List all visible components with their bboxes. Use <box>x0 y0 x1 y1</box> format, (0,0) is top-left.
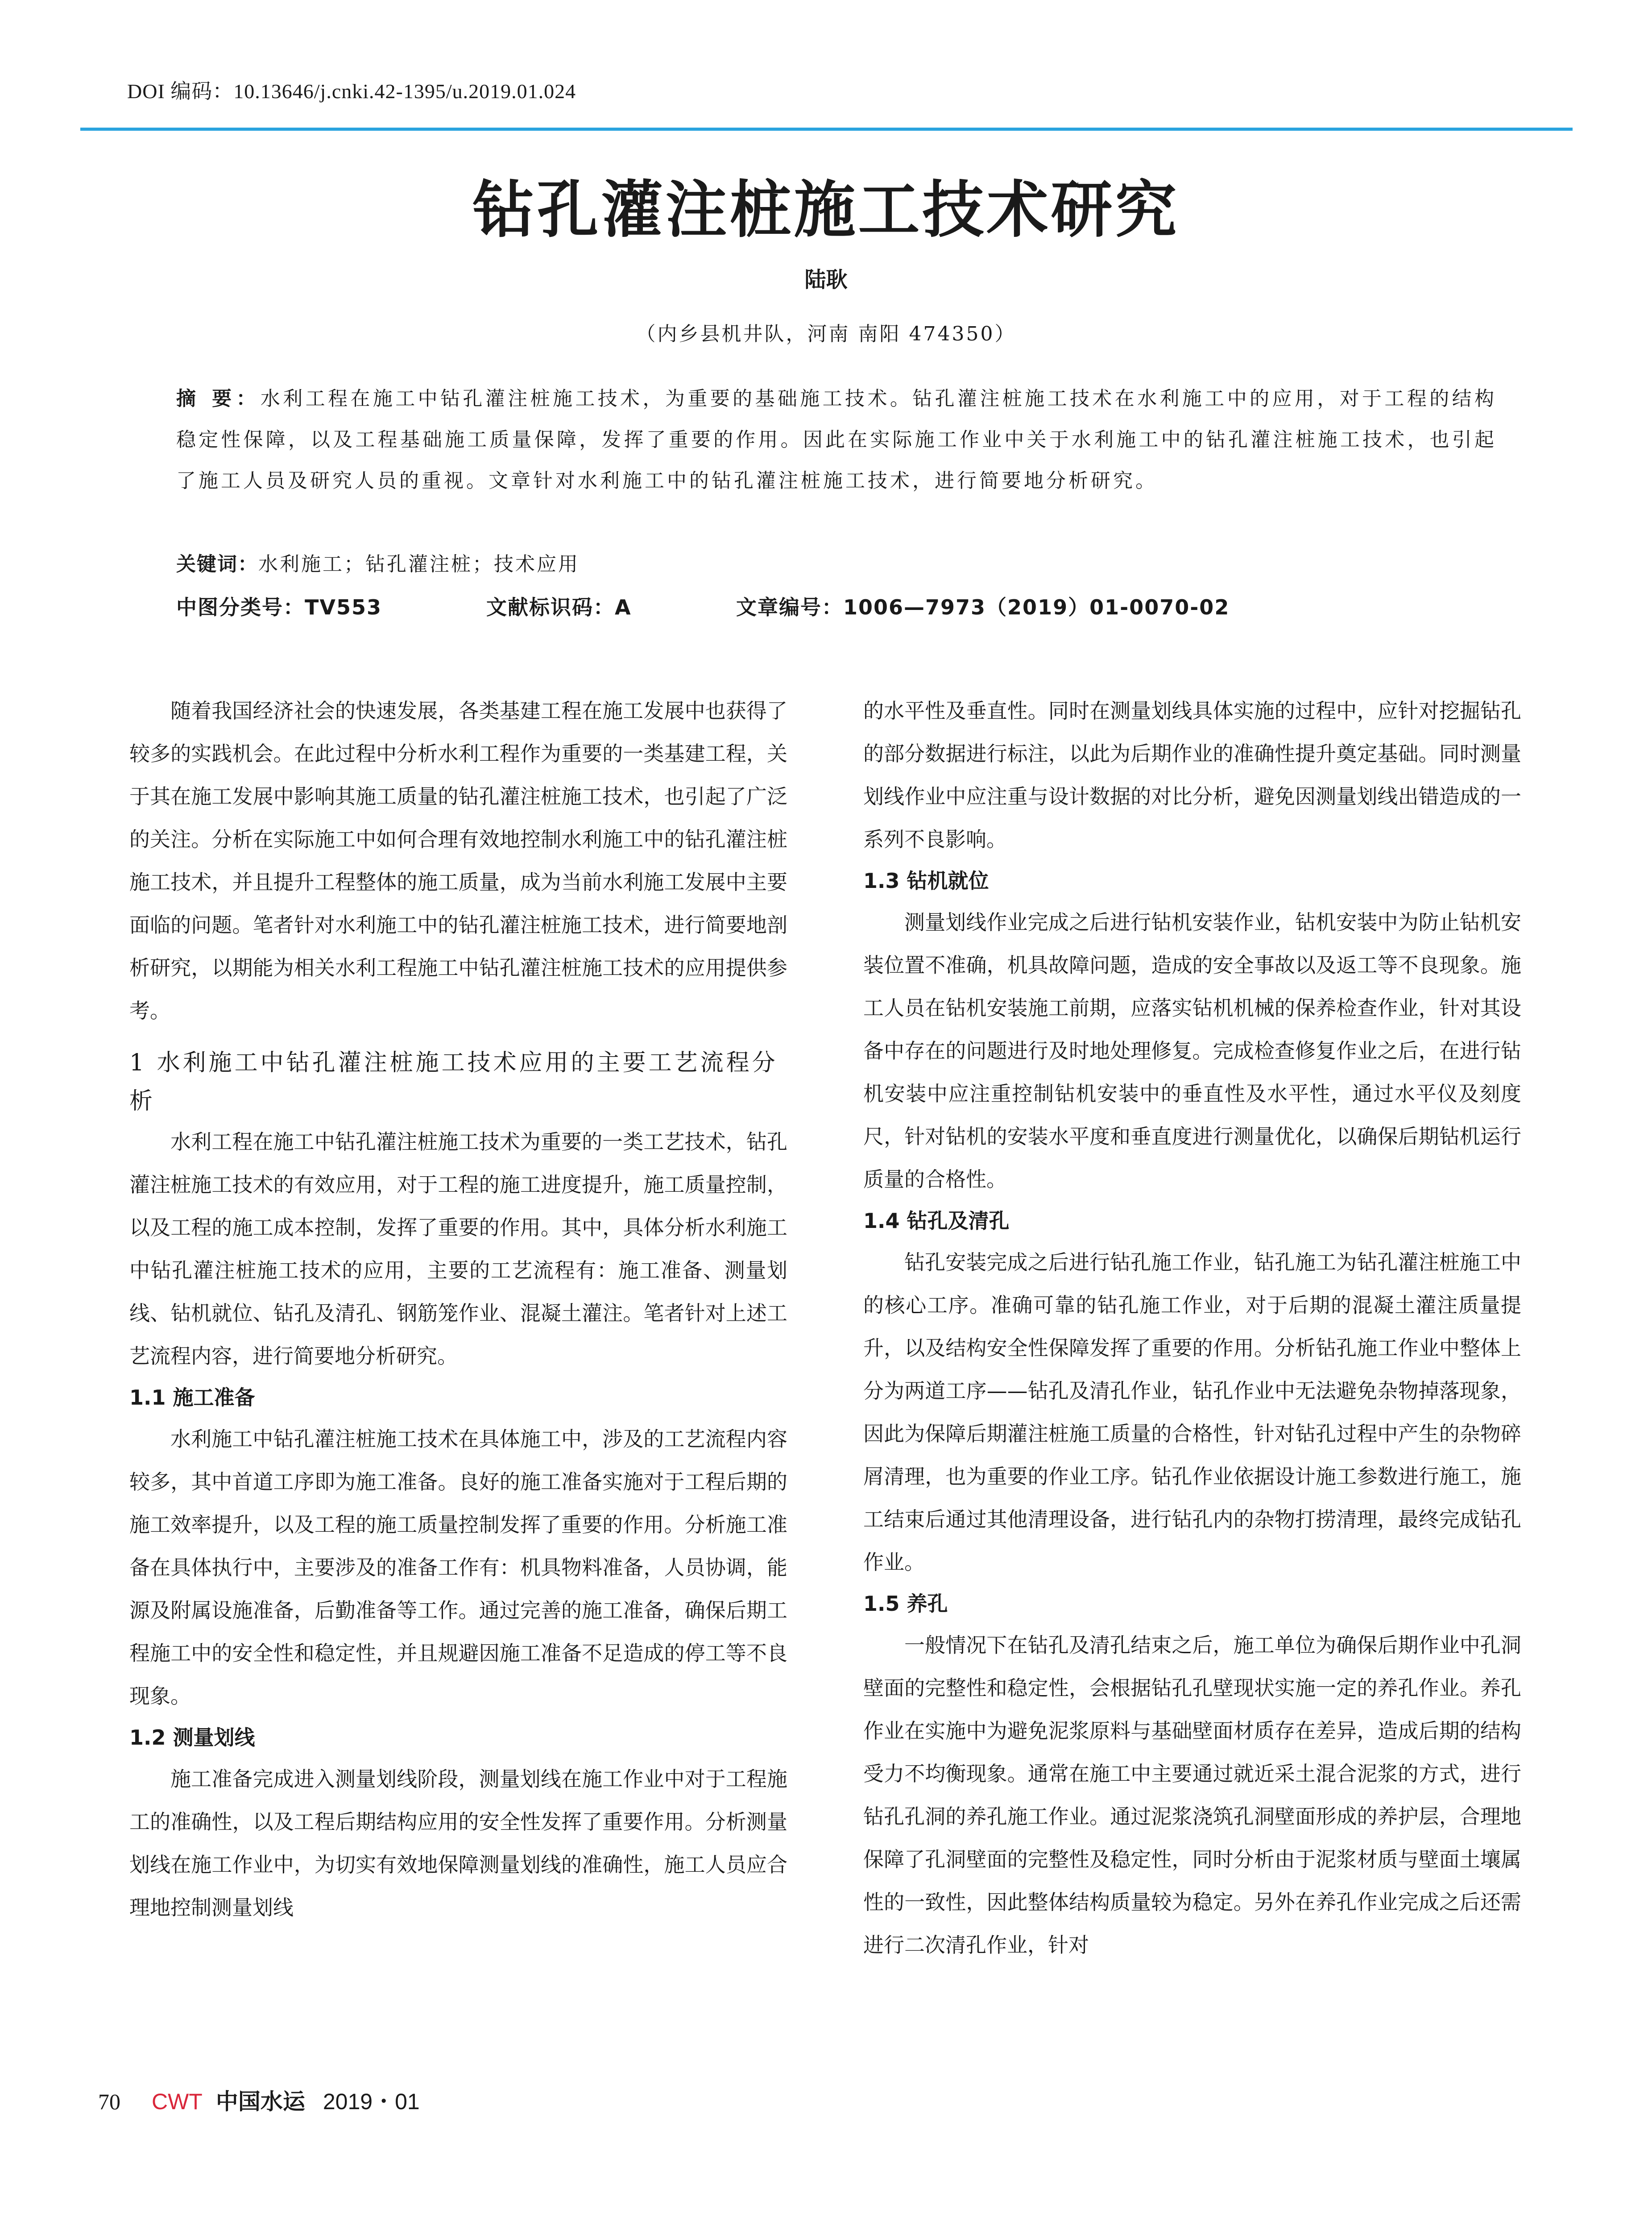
section-1-5-paragraph: 一般情况下在钻孔及清孔结束之后，施工单位为确保后期作业中孔洞壁面的完整性和稳定性，会根据钻孔孔壁现状实施一定的养孔作业。养孔作业在实施中为避免泥浆原料与基础壁面材质存在差异，造成后期的结构受力不均衡现象。通常在施工中主要通过就近采土混合泥浆的方式，进行钻孔孔洞的养孔施工作业。通过泥浆浇筑孔洞壁面形成的养护层，合理地保障了孔洞壁面的完整性及稳定性，同时分析由于泥浆材质与壁面土壤属性的一致性，因此整体结构质量较为稳定。另外在养孔作业完成之后还需进行二次清孔作业，针对 <box>863 1633 1521 1957</box>
section-1-3-paragraph: 测量划线作业完成之后进行钻机安装作业，钻机安装中为防止钻机安装位置不准确，机具故障问题，造成的安全事故以及返工等不良现象。施工人员在钻机安装施工前期，应落实钻机机械的保养检查作业，针对其设备中存在的问题进行及时地处理修复。完成检查修复作业之后，在进行钻机安装中应注重控制钻机安装中的垂直性及水平性，通过水平仪及刻度尺，针对钻机的安装水平度和垂直度进行测量优化，以确保后期钻机运行质量的合格性。 <box>863 910 1521 1191</box>
header-rule <box>80 128 1573 131</box>
keywords-label: 关键词： <box>176 553 258 576</box>
left-column <box>129 689 787 1929</box>
abstract-label: 摘 要： <box>176 387 261 410</box>
section-1-4-heading: 1.4 钻孔及清孔 <box>863 1209 1010 1233</box>
keywords <box>176 548 580 576</box>
section-1-2-continued: 的水平性及垂直性。同时在测量划线具体实施的过程中，应针对挖掘钻孔的部分数据进行标注，以此为后期作业的准确性提升奠定基础。同时测量划线作业中应注重与设计数据的对比分析，避免因测量划线出错造成的一系列不良影响。 <box>863 699 1521 851</box>
journal-issue: 2019・01 <box>323 2089 420 2114</box>
section-1-4-paragraph: 钻孔安装完成之后进行钻孔施工作业，钻孔施工为钻孔灌注桩施工中的核心工序。准确可靠的钻孔施工作业，对于后期的混凝土灌注质量提升，以及结构安全性保障发挥了重要的作用。分析钻孔施工作业中整体上分为两道工序——钻孔及清孔作业，钻孔作业中无法避免杂物掉落现象，因此为保障后期灌注桩施工质量的合格性，针对钻孔过程中产生的杂物碎屑清理，也为重要的作业工序。钻孔作业依据设计施工参数进行施工，施工结束后通过其他清理设备，进行钻孔内的杂物打捞清理，最终完成钻孔作业。 <box>863 1250 1521 1574</box>
abstract <box>176 378 1497 502</box>
intro-paragraph: 随着我国经济社会的快速发展，各类基建工程在施工发展中也获得了较多的实践机会。在此过程中分析水利工程作为重要的一类基建工程，关于其在施工发展中影响其施工质量的钻孔灌注桩施工技术，也引起了广泛的关注。分析在实际施工中如何合理有效地控制水利施工中的钻孔灌注桩施工技术，并且提升工程整体的施工质量，成为当前水利施工发展中主要面临的问题。笔者针对水利施工中的钻孔灌注桩施工技术，进行简要地剖析研究，以期能为相关水利工程施工中钻孔灌注桩施工技术的应用提供参考。 <box>129 699 787 1023</box>
section-1-3-heading: 1.3 钻机就位 <box>863 869 989 893</box>
abstract-text: 水利工程在施工中钻孔灌注桩施工技术，为重要的基础施工技术。钻孔灌注桩施工技术在水利施工中的应用，对于工程的结构稳定性保障，以及工程基础施工质量保障，发挥了重要的作用。因此在实际施工作业中关于水利施工中的钻孔灌注桩施工技术，也引起了施工人员及研究人员的重视。文章针对水利施工中的钻孔灌注桩施工技术，进行简要地分析研究。 <box>176 387 1497 492</box>
author-name: 陆耿 <box>804 267 848 292</box>
section-1-5-heading: 1.5 养孔 <box>863 1592 948 1616</box>
section-1-2-paragraph: 施工准备完成进入测量划线阶段，测量划线在施工作业中对于工程施工的准确性，以及工程后期结构应用的安全性发挥了重要作用。分析测量划线在施工作业中，为切实有效地保障测量划线的准确性，施工人员应合理地控制测量划线 <box>129 1767 787 1920</box>
journal-brand-logo: CWT <box>152 2089 203 2114</box>
page-number: 70 <box>98 2089 120 2114</box>
keywords-text: 水利施工；钻孔灌注桩；技术应用 <box>258 553 580 576</box>
section-1-2-heading: 1.2 测量划线 <box>129 1725 255 1750</box>
right-column <box>863 689 1521 1966</box>
clc-number: 中图分类号：TV553 <box>176 595 382 619</box>
doi-code: DOI 编码：10.13646/j.cnki.42-1395/u.2019.01.024 <box>127 80 576 103</box>
article-title: 钻孔灌注桩施工技术研究 <box>472 173 1180 246</box>
article-number: 文章编号：1006—7973（2019）01-0070-02 <box>736 595 1230 619</box>
section-1-paragraph: 水利工程在施工中钻孔灌注桩施工技术为重要的一类工艺技术，钻孔灌注桩施工技术的有效应用，对于工程的施工进度提升，施工质量控制，以及工程的施工成本控制，发挥了重要的作用。其中，具体分析水利施工中钻孔灌注桩施工技术的应用，主要的工艺流程有：施工准备、测量划线、钻机就位、钻孔及清孔、钢筋笼作业、混凝土灌注。笔者针对上述工艺流程内容，进行简要地分析研究。 <box>129 1130 787 1368</box>
document-code: 文献标识码：A <box>486 595 632 619</box>
page-footer <box>98 2084 420 2116</box>
section-1-1-heading: 1.1 施工准备 <box>129 1385 255 1410</box>
journal-name: 中国水运 <box>215 2088 305 2115</box>
section-1-1-paragraph: 水利施工中钻孔灌注桩施工技术在具体施工中，涉及的工艺流程内容较多，其中首道工序即为施工准备。良好的施工准备实施对于工程后期的施工效率提升，以及工程的施工质量控制发挥了重要的作用。分析施工准备在具体执行中，主要涉及的准备工作有：机具物料准备，人员协调，能源及附属设施准备，后勤准备等工作。通过完善的施工准备，确保后期工程施工中的安全性和稳定性，并且规避因施工准备不足造成的停工等不良现象。 <box>129 1427 787 1708</box>
author-affiliation: （内乡县机井队，河南 南阳 474350） <box>636 323 1016 345</box>
section-1-heading: 1 水利施工中钻孔灌注桩施工技术应用的主要工艺流程分析 <box>129 1049 778 1115</box>
